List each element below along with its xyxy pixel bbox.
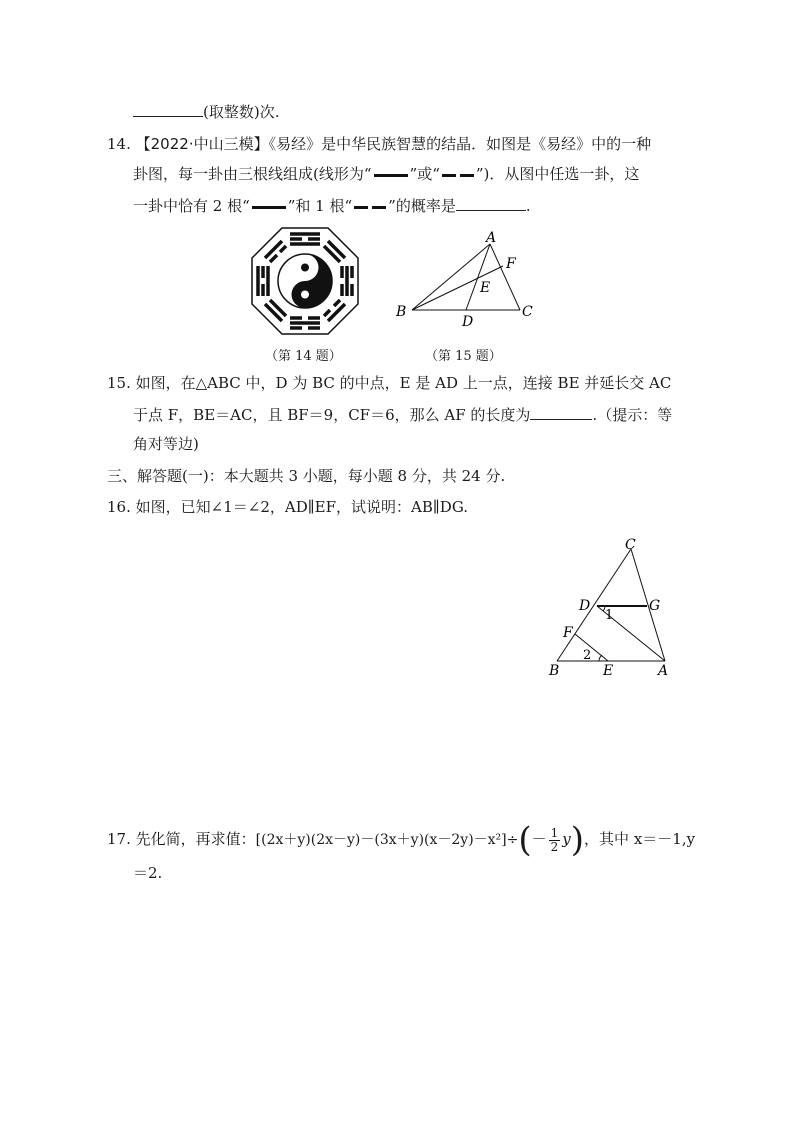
label-c: C bbox=[625, 537, 636, 553]
top-line bbox=[133, 100, 279, 123]
q14-line2 bbox=[133, 163, 639, 185]
label-angle-1: 1 bbox=[605, 608, 614, 623]
q14-line3 bbox=[133, 194, 531, 217]
q14-caption: （第 14 题） bbox=[265, 349, 342, 364]
label-f: F bbox=[563, 625, 573, 641]
section3-heading: 三、解答题(一)：本大题共 3 小题，每小题 8 分，共 24 分. bbox=[107, 467, 506, 485]
left-paren: ( bbox=[518, 820, 532, 860]
bagua-taiji-icon bbox=[250, 226, 360, 336]
answer-blank bbox=[530, 403, 592, 420]
solid-line-symbol bbox=[252, 206, 286, 209]
q14-line3-a: 一卦中恰有 2 根“ bbox=[133, 197, 250, 215]
solid-line-symbol bbox=[374, 174, 408, 177]
answer-blank bbox=[133, 100, 203, 117]
segment-fe bbox=[575, 634, 608, 661]
broken-line-symbol-right bbox=[372, 206, 386, 209]
q17-suffix: ，其中 x＝－1,y bbox=[584, 830, 696, 848]
q17-var-y: y bbox=[562, 830, 571, 848]
label-b: B bbox=[549, 663, 560, 679]
label-c: C bbox=[522, 304, 533, 320]
q15-line2-a: 于点 F，BE＝AC，且 BF＝9，CF＝6，那么 AF 的长度为 bbox=[133, 406, 531, 424]
q14-line2-b: ”或“ bbox=[409, 165, 440, 183]
label-d: D bbox=[579, 598, 591, 614]
q15-line2-b: .（提示：等 bbox=[592, 406, 673, 424]
q15-line1-text: 如图，在△ABC 中，D 为 BC 的中点，E 是 AD 上一点，连接 BE 并延长交 AC bbox=[135, 374, 672, 392]
label-angle-2: 2 bbox=[583, 648, 592, 663]
q14-line2-a: 卦图，每一卦由三根线组成(线形为“ bbox=[133, 165, 372, 183]
broken-line-symbol-left bbox=[354, 206, 368, 209]
q14-number: 14. bbox=[107, 135, 131, 153]
taiji-dot-dark bbox=[301, 264, 309, 272]
right-paren: ) bbox=[570, 820, 585, 860]
answer-blank bbox=[456, 194, 526, 211]
label-g: G bbox=[649, 598, 661, 614]
q15-line2 bbox=[133, 403, 672, 426]
label-e: E bbox=[480, 280, 491, 296]
label-a: A bbox=[658, 663, 669, 679]
label-e: E bbox=[603, 663, 614, 679]
broken-line-symbol-right bbox=[460, 174, 474, 177]
q14-line3-c: ”的概率是 bbox=[388, 197, 456, 215]
q15-line1 bbox=[107, 372, 671, 394]
fraction-one-half bbox=[549, 827, 561, 854]
label-d: D bbox=[462, 314, 474, 330]
q17-prefix: 先化简，再求值： bbox=[135, 830, 256, 848]
label-a: A bbox=[486, 230, 497, 246]
broken-line-symbol-left bbox=[442, 174, 456, 177]
q14-line3-b: ”和 1 根“ bbox=[287, 197, 353, 215]
q17-line1 bbox=[107, 820, 696, 860]
q15-triangle-figure bbox=[390, 230, 550, 330]
q15-number: 15. bbox=[107, 374, 131, 392]
q14-line1-text: 《易经》是中华民族智慧的结晶．如图是《易经》中的一种 bbox=[268, 135, 652, 153]
q14-source: 【2022·中山三模】 bbox=[135, 135, 269, 153]
q17-minus: － bbox=[531, 830, 547, 848]
q15-caption: （第 15 题） bbox=[425, 349, 502, 364]
q17-line2: ＝2. bbox=[133, 864, 163, 882]
fraction-denominator: 2 bbox=[550, 839, 559, 854]
q16-text: 如图，已知∠1＝∠2，AD∥EF，试说明：AB∥DG. bbox=[135, 498, 469, 516]
label-f: F bbox=[506, 256, 516, 272]
q16-figure bbox=[545, 535, 680, 680]
q16-number: 16. bbox=[107, 498, 131, 516]
q17-number: 17. bbox=[107, 830, 131, 848]
q15-line3: 角对等边) bbox=[133, 435, 199, 453]
q14-line1 bbox=[107, 133, 651, 155]
angle-2-arc bbox=[599, 655, 602, 661]
top-line-suffix: (取整数)次. bbox=[203, 103, 280, 121]
fraction-numerator: 1 bbox=[550, 825, 559, 840]
taiji-dot-light bbox=[301, 291, 309, 299]
q17-expression: [(2x＋y)(2x－y)－(3x＋y)(x－2y)－x²]÷ bbox=[255, 832, 519, 848]
label-b: B bbox=[396, 304, 407, 320]
q14-line3-end: . bbox=[525, 197, 531, 215]
q14-line2-c: ”)．从图中任选一卦，这 bbox=[475, 165, 640, 183]
segment-ac bbox=[490, 244, 520, 310]
q16-line bbox=[107, 496, 468, 518]
